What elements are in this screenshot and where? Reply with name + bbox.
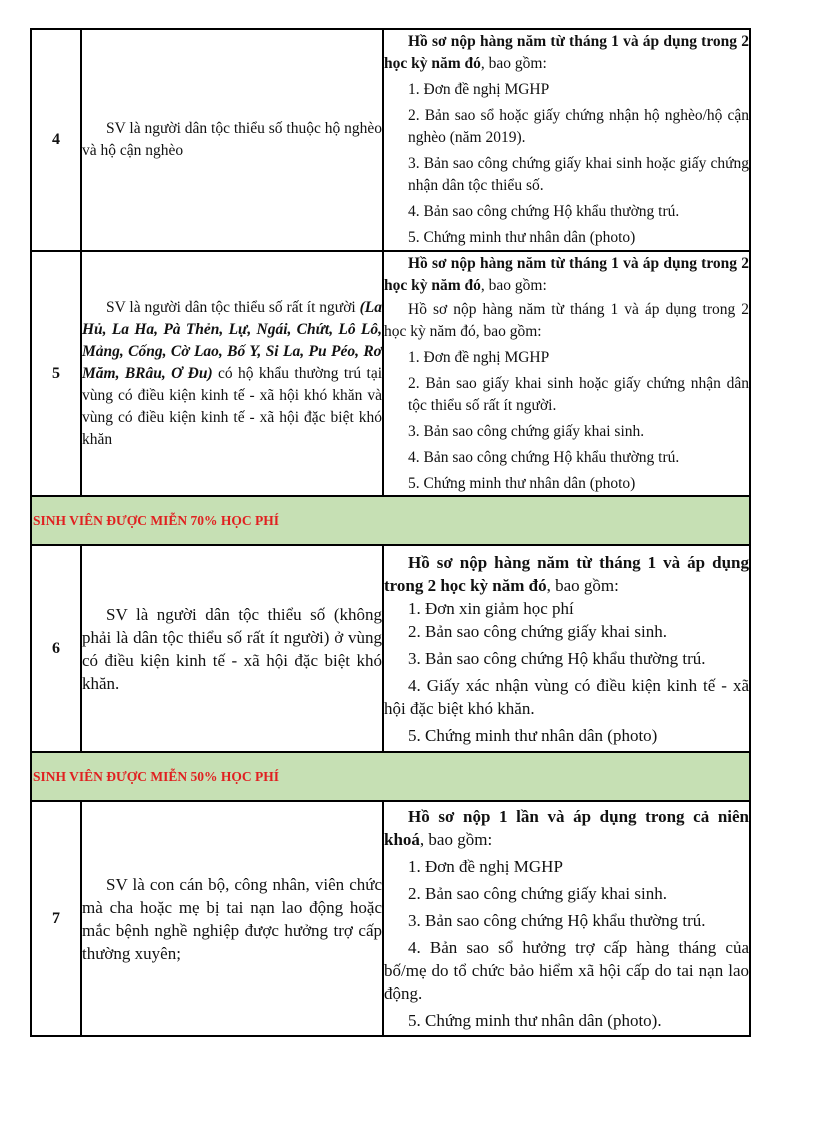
document-item: 1. Đơn đề nghị MGHP (408, 81, 550, 98)
requirements-lead-rest: , bao gồm: (419, 830, 493, 849)
document-item: 4. Bản sao công chứng Hộ khẩu thường trú. (408, 203, 680, 220)
section-header-70: SINH VIÊN ĐƯỢC MIỄN 70% HỌC PHÍ (31, 496, 750, 545)
required-documents (383, 545, 750, 752)
requirements-lead-rest: , bao gồm: (480, 55, 547, 72)
description-text: SV là người dân tộc thiểu số thuộc hộ nghèo và hộ cận nghèo (82, 120, 382, 159)
table-row (31, 545, 750, 752)
requirements-lead (384, 253, 749, 297)
requirements-lead-bold: Hồ sơ nộp hàng năm từ tháng 1 và áp dụng trong 2 học kỳ năm đó (384, 552, 749, 595)
document-item: 3. Bản sao công chứng giấy khai sinh hoặc giấy chứng nhận dân tộc thiểu số. (408, 155, 749, 194)
description-end: có hộ khẩu thường trú tại vùng có điều kiện kinh tế - xã hội khó khăn và vùng có điều kiện kinh tế - xã hội đặc biệt khó khăn (82, 364, 383, 448)
section-header-row (31, 496, 750, 545)
document-item: 2. Bản sao giấy khai sinh hoặc giấy chứng nhận dân tộc thiểu số rất ít người. (408, 374, 749, 414)
requirements-repeat-lead: Hồ sơ nộp hàng năm từ tháng 1 và áp dụng trong 2 học kỳ năm đó, bao gồm: (384, 300, 749, 340)
requirements-lead-bold: Hồ sơ nộp hàng năm từ tháng 1 và áp dụng trong 2 học kỳ năm đó (384, 33, 749, 72)
requirements-lead-bold: Hồ sơ nộp hàng năm từ tháng 1 và áp dụng trong 2 học kỳ năm đó (384, 254, 749, 294)
document-item: 5. Chứng minh thư nhân dân (photo) (408, 229, 636, 246)
section-header-row (31, 752, 750, 801)
table-row (31, 801, 750, 1036)
eligibility-description (81, 29, 383, 251)
row-number: 6 (31, 545, 81, 752)
document-item: 2. Bản sao công chứng giấy khai sinh. (408, 884, 667, 903)
document-item: 4. Bản sao công chứng Hộ khẩu thường trú. (408, 448, 680, 466)
document-item: 5. Chứng minh thư nhân dân (photo). (408, 1011, 662, 1030)
document-item: 4. Giấy xác nhận vùng có điều kiện kinh tế - xã hội đặc biệt khó khăn. (384, 675, 749, 718)
table-row (31, 251, 750, 496)
row-number: 4 (31, 29, 81, 251)
document-item: 5. Chứng minh thư nhân dân (photo) (408, 725, 658, 745)
description-text: SV là người dân tộc thiểu số (không phải là dân tộc thiểu số rất ít người) ở vùng có điều kiện kinh tế - xã hội đặc biệt khó khăn. (82, 604, 382, 693)
required-documents (383, 251, 750, 496)
eligibility-description (81, 801, 383, 1036)
document-item: 3. Bản sao công chứng Hộ khẩu thường trú. (408, 911, 706, 930)
document-item: 3. Bản sao công chứng giấy khai sinh. (408, 422, 645, 440)
eligibility-description (81, 251, 383, 496)
description-text: SV là con cán bộ, công nhân, viên chức mà cha hoặc mẹ bị tai nạn lao động hoặc mắc bệnh nghề nghiệp được hưởng trợ cấp thường xuyên; (82, 874, 382, 963)
document-item: 1. Đơn đề nghị MGHP (408, 348, 550, 366)
requirements-lead (384, 551, 749, 597)
required-documents (383, 801, 750, 1036)
requirements-lead-rest: , bao gồm: (546, 575, 619, 595)
requirements-lead-rest: , bao gồm: (480, 276, 547, 294)
description-start: SV là người dân tộc thiểu số rất ít người (106, 298, 360, 316)
table-row (31, 29, 750, 251)
eligibility-description (81, 545, 383, 752)
fee-exemption-table (30, 28, 751, 1037)
document-item: 1. Đơn xin giảm học phí (408, 598, 574, 618)
section-header-50: SINH VIÊN ĐƯỢC MIỄN 50% HỌC PHÍ (31, 752, 750, 801)
ethnic-groups-list: (La Hủ, La Ha, Pà Thẻn, Lự, Ngái, Chứt, Lô Lô, Mảng, Cống, Cờ Lao, Bố Y, Si La, Pu Péo, Rơ Măm, BRâu, Ơ Đu) (82, 298, 382, 382)
document-item: 2. Bản sao công chứng giấy khai sinh. (408, 621, 667, 641)
document-item: 4. Bản sao sổ hưởng trợ cấp hàng tháng của bố/mẹ do tổ chức bảo hiểm xã hội cấp do tai nạn lao động. (384, 938, 749, 1003)
document-item: 1. Đơn đề nghị MGHP (408, 857, 563, 876)
document-item: 3. Bản sao công chứng Hộ khẩu thường trú. (408, 648, 706, 668)
requirements-lead (384, 31, 749, 75)
requirements-lead-bold: Hồ sơ nộp 1 lần và áp dụng trong cả niên khoá (384, 807, 749, 849)
requirements-lead (384, 805, 749, 851)
description-text (82, 297, 382, 451)
document-item: 5. Chứng minh thư nhân dân (photo) (408, 474, 636, 492)
required-documents (383, 29, 750, 251)
row-number: 5 (31, 251, 81, 496)
row-number: 7 (31, 801, 81, 1036)
document-item: 2. Bản sao sổ hoặc giấy chứng nhận hộ nghèo/hộ cận nghèo (năm 2019). (408, 107, 749, 146)
